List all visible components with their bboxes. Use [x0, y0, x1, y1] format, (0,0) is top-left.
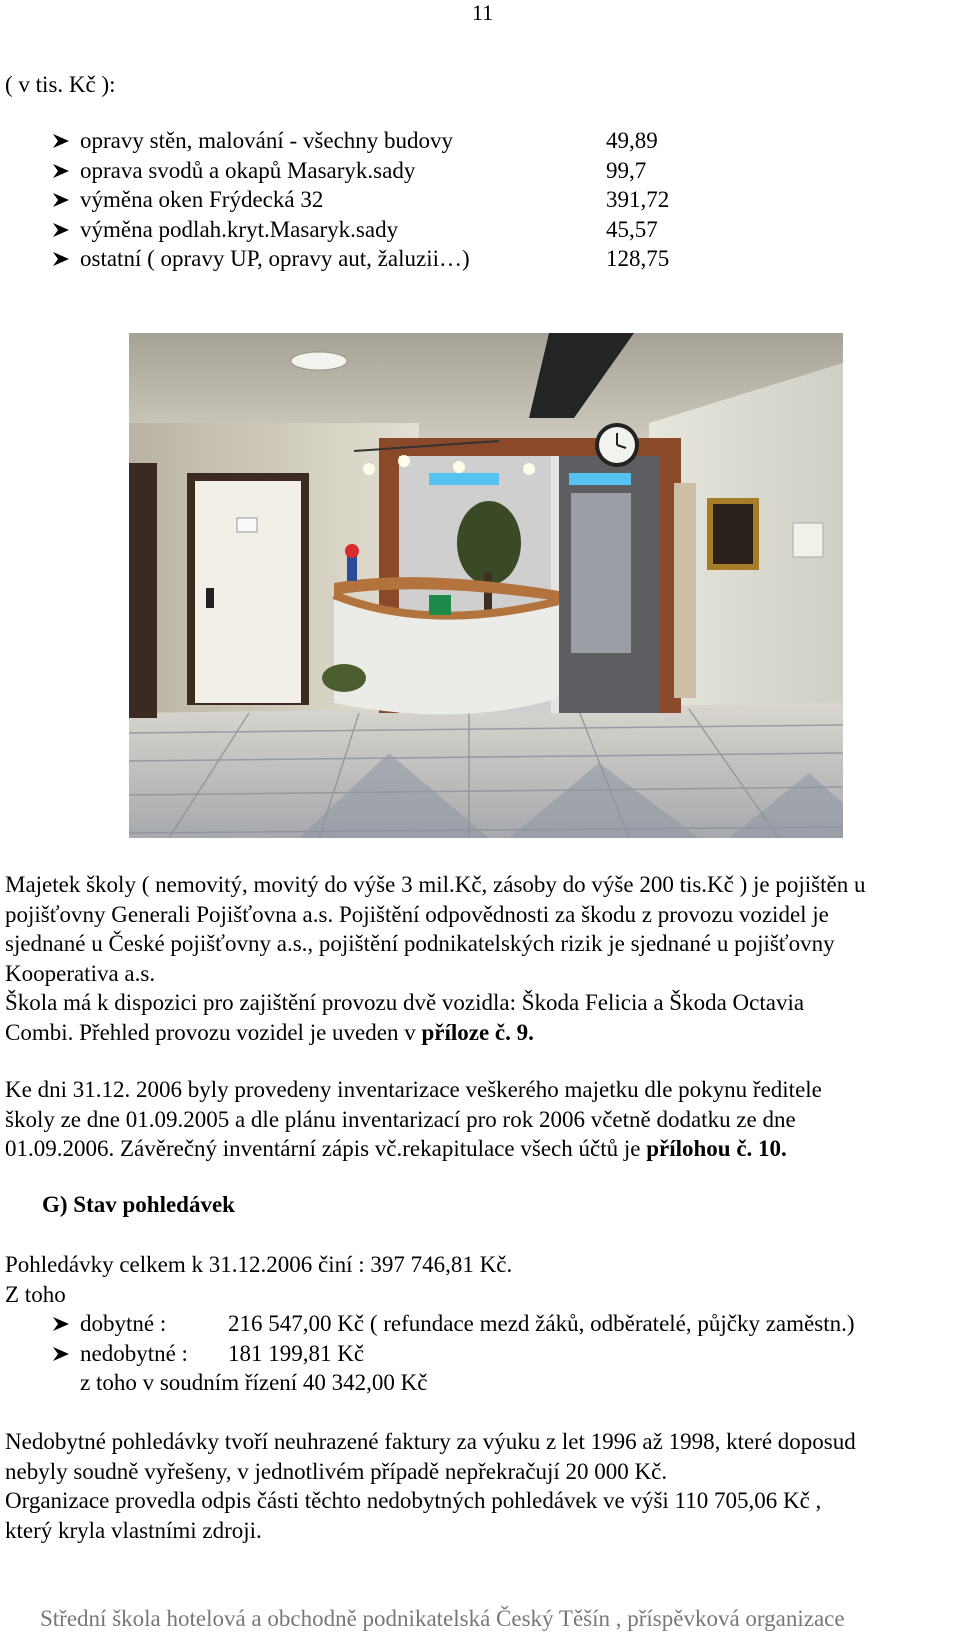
- inventory-paragraph: [5, 1075, 950, 1164]
- repair-label: výměna podlah.kryt.Masaryk.sady: [80, 216, 399, 242]
- receivable-label: dobytné :: [80, 1311, 167, 1336]
- arrow-bullet-icon: [52, 185, 70, 208]
- attachment-reference: přílohou č. 10.: [646, 1136, 787, 1161]
- receivables-total: Pohledávky celkem k 31.12.2006 činí : 397 746,81 Kč.: [5, 1252, 513, 1277]
- list-item: [0, 215, 960, 245]
- list-item: [0, 126, 960, 156]
- list-item: [0, 1309, 960, 1339]
- unit-note: ( v tis. Kč ):: [5, 72, 116, 97]
- list-item: [0, 244, 960, 274]
- insurance-paragraph: [5, 870, 950, 1047]
- list-item: [0, 156, 960, 186]
- page-number: 11: [472, 0, 494, 25]
- text-line: školy ze dne 01.09.2005 a dle plánu inventarizací pro rok 2006 včetně dodatku ze dne: [5, 1106, 796, 1132]
- repair-label: opravy stěn, malování - všechny budovy: [80, 128, 454, 153]
- repair-label: oprava svodů a okapů Masaryk.sady: [80, 157, 416, 183]
- arrow-bullet-icon: [52, 1309, 70, 1332]
- text-line: [5, 1134, 950, 1164]
- text-line: pojišťovny Generali Pojišťovna a.s. Pojištění odpovědnosti za škodu z provozu vozidel je: [5, 901, 829, 927]
- arrow-bullet-icon: [52, 1339, 70, 1362]
- attachment-reference: příloze č. 9.: [421, 1019, 534, 1045]
- repair-value: 49,89: [606, 128, 658, 153]
- text-line: Organizace provedla odpis části těchto nedobytných pohledávek ve výši 110 705,06 Kč ,: [5, 1488, 822, 1513]
- reception-photo: [129, 333, 843, 838]
- list-item: [0, 1339, 960, 1369]
- text-segment: 01.09.2006. Závěrečný inventární zápis vč.rekapitulace všech účtů je: [5, 1136, 647, 1161]
- text-line: Nedobytné pohledávky tvoří neuhrazené faktury za výuku z let 1996 až 1998, které doposud: [5, 1429, 856, 1454]
- text-line: Ke dni 31.12. 2006 byly provedeny inventarizace veškerého majetku dle pokynu ředitele: [5, 1077, 822, 1102]
- arrow-bullet-icon: [52, 126, 70, 149]
- repair-value: 99,7: [606, 157, 647, 183]
- repair-label: ostatní ( opravy UP, opravy aut, žaluzii…): [80, 246, 470, 271]
- receivable-label: nedobytné :: [80, 1341, 188, 1366]
- list-item: [0, 185, 960, 215]
- section-heading: G) Stav pohledávek: [42, 1192, 235, 1217]
- arrow-bullet-icon: [52, 244, 70, 267]
- text-line: Majetek školy ( nemovitý, movitý do výše 3 mil.Kč, zásoby do výše 200 tis.Kč ) je pojištěn u: [5, 872, 866, 897]
- court-note: z toho v soudním řízení 40 342,00 Kč: [80, 1370, 428, 1395]
- repair-value: 128,75: [606, 246, 670, 271]
- text-line: [5, 1018, 950, 1048]
- repair-label: výměna oken Frýdecká 32: [80, 187, 324, 212]
- text-line: který kryla vlastními zdroji.: [5, 1517, 262, 1543]
- repair-value: 391,72: [606, 187, 670, 212]
- text-line: Kooperativa a.s.: [5, 960, 156, 986]
- text-line: Škola má k dispozici pro zajištění provozu dvě vozidla: Škoda Felicia a Škoda Octavia: [5, 990, 805, 1015]
- receivable-value: 216 547,00 Kč ( refundace mezd žáků, odběratelé, půjčky zaměstn.): [228, 1311, 855, 1336]
- arrow-bullet-icon: [52, 156, 70, 179]
- receivables-of-which: Z toho: [5, 1282, 66, 1307]
- closing-paragraph: [5, 1427, 950, 1545]
- text-segment: Combi. Přehled provozu vozidel je uveden v: [5, 1019, 422, 1045]
- receivable-value: 181 199,81 Kč: [228, 1341, 365, 1366]
- page-footer: Střední škola hotelová a obchodně podnikatelská Český Těšín , příspěvková organizace: [40, 1606, 845, 1631]
- text-line: sjednané u České pojišťovny a.s., pojištění podnikatelských rizik je sjednané u pojišťovny: [5, 931, 835, 956]
- repair-value: 45,57: [606, 216, 658, 242]
- repairs-list: [0, 126, 960, 274]
- arrow-bullet-icon: [52, 215, 70, 238]
- text-line: nebyly soudně vyřešeny, v jednotlivém případě nepřekračují 20 000 Kč.: [5, 1458, 668, 1484]
